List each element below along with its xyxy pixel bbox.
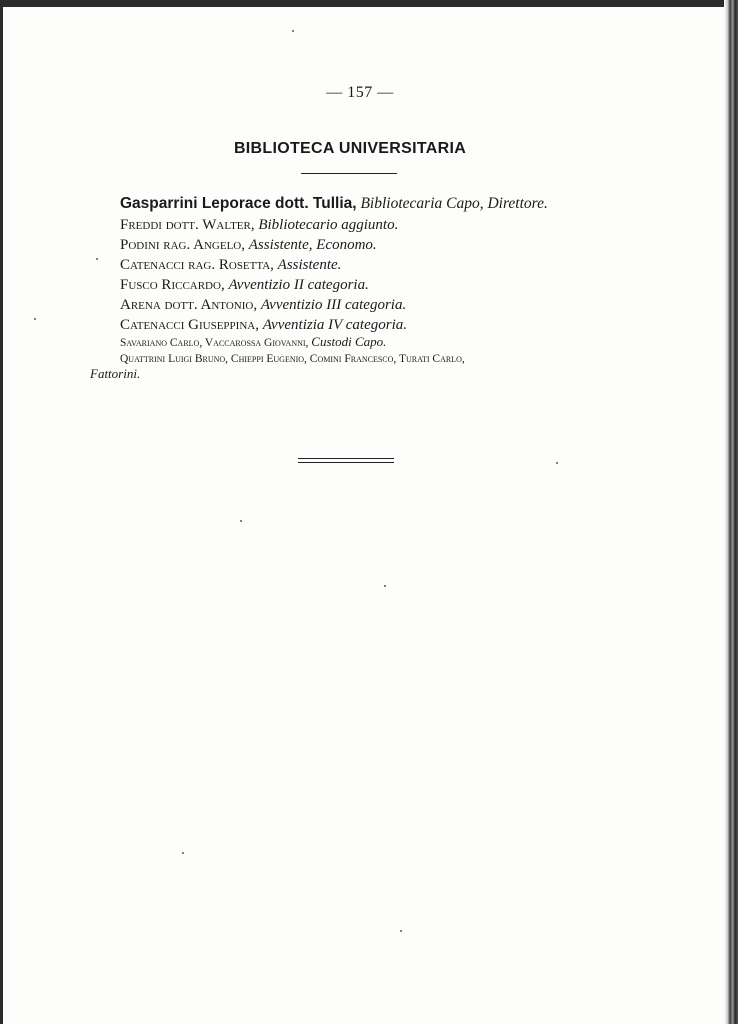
staff-role: Assistente, Economo. xyxy=(248,237,377,253)
staff-name: Fusco Riccardo, xyxy=(120,277,225,293)
staff-role: Avventizio III categoria. xyxy=(260,297,407,313)
staff-name: Gasparrini Leporace dott. Tullia, xyxy=(120,195,357,212)
page-number: — 157 — xyxy=(326,84,394,101)
staff-name: Catenacci Giuseppina, xyxy=(120,317,259,333)
scan-speck xyxy=(96,258,98,260)
staff-name: Arena dott. Antonio, xyxy=(120,297,258,313)
staff-entry xyxy=(120,295,406,315)
staff-entry xyxy=(120,194,548,214)
fattorini-role: Fattorini. xyxy=(90,366,141,381)
staff-role: Bibliotecaria Capo, Direttore. xyxy=(360,195,548,212)
custodi-entry xyxy=(120,334,386,351)
scan-speck xyxy=(556,462,558,464)
fattorini-entry xyxy=(120,351,465,367)
staff-entry xyxy=(120,255,341,275)
fattorini-names: Quattrini Luigi Bruno, Chieppi Eugenio, Comini Francesco, Turati Carlo, xyxy=(120,353,465,365)
staff-entry xyxy=(120,235,377,255)
scan-speck xyxy=(292,30,294,32)
staff-entry xyxy=(120,315,407,335)
staff-name: Catenacci rag. Rosetta, xyxy=(120,257,274,273)
staff-name: Freddi dott. Walter, xyxy=(120,217,255,233)
staff-role: Avventizio II categoria. xyxy=(228,277,369,293)
title-rule xyxy=(301,173,397,174)
staff-entry xyxy=(120,215,398,235)
scan-speck xyxy=(240,520,242,522)
scan-border-right xyxy=(724,0,738,1024)
scan-speck xyxy=(400,930,402,932)
scan-speck xyxy=(34,318,36,320)
scan-speck xyxy=(182,852,184,854)
custodi-role: Custodi Capo. xyxy=(311,334,387,349)
scan-border-top xyxy=(0,0,738,7)
staff-name: Podini rag. Angelo, xyxy=(120,237,245,253)
section-title: BIBLIOTECA UNIVERSITARIA xyxy=(233,140,467,157)
closing-double-rule xyxy=(298,458,394,463)
staff-role: Assistente. xyxy=(277,257,342,273)
custodi-names: Savariano Carlo, Vaccarossa Giovanni, xyxy=(120,337,309,349)
scan-speck xyxy=(384,585,386,587)
staff-entry xyxy=(120,275,369,295)
staff-role: Bibliotecario aggiunto. xyxy=(258,217,399,233)
staff-role: Avventizia IV categoria. xyxy=(262,317,407,333)
